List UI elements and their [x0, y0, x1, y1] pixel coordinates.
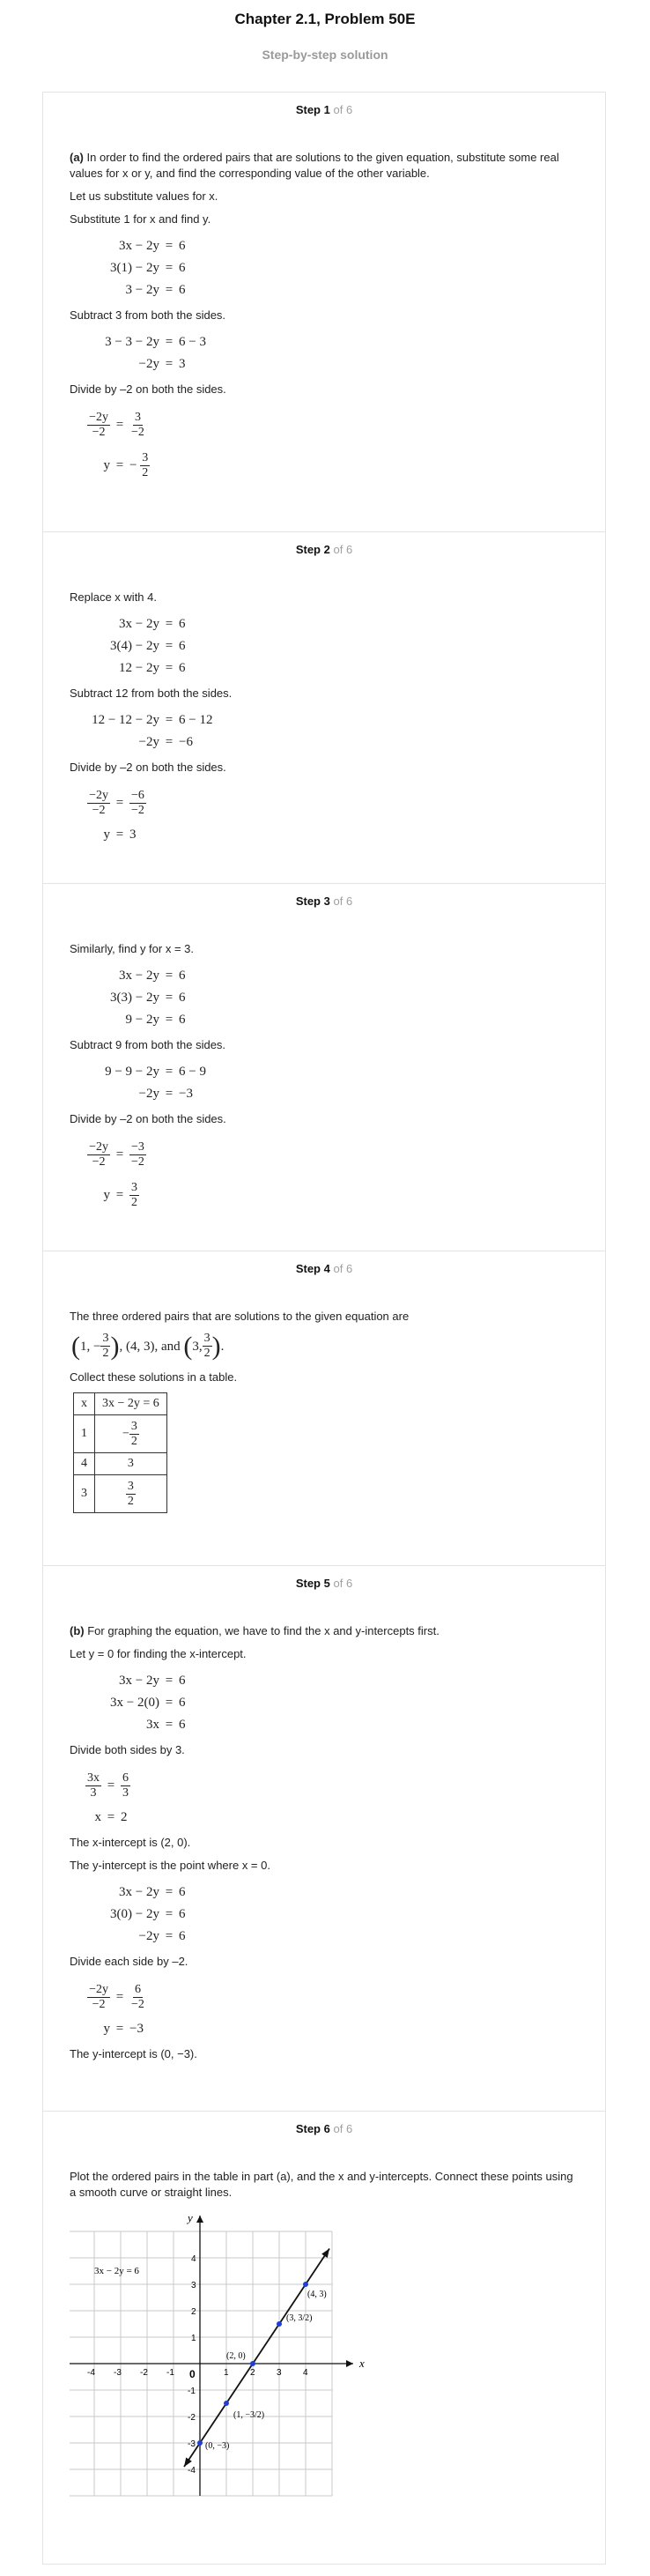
step-5-intro: (b) For graphing the equation, we have to find the x and y-intercepts first. — [70, 1624, 439, 1637]
x-tick-label: 3 — [277, 2368, 282, 2378]
graph-svg — [70, 2209, 387, 2500]
data-point — [224, 2401, 229, 2406]
y-tick-label: -4 — [188, 2466, 196, 2476]
step-5-text: The y-intercept is the point where x = 0. — [70, 1859, 270, 1872]
table-header-row: x 3x − 2y = 6 — [74, 1393, 167, 1415]
page-subtitle: Step-by-step solution — [262, 48, 388, 62]
ordered-pairs: ( 1, − $\frac{3}{2}$ ) , (4, 3) , and ( 3, $\frac{3}{2}$ ) . — [71, 1331, 225, 1361]
data-point — [303, 2282, 308, 2287]
step-3-text: Divide by –2 on both the sides. — [70, 1112, 226, 1125]
x-tick-label: -4 — [87, 2368, 95, 2378]
data-point — [277, 2321, 282, 2327]
solution-line — [184, 2249, 329, 2468]
data-point-label: (1, −3/2) — [233, 2410, 265, 2420]
graph-figure — [70, 2209, 579, 2505]
step-1-heading: Step 1 of 6 — [295, 103, 353, 116]
graph-equation-label: 3x − 2y = 6 — [94, 2266, 139, 2276]
fraction-equation: $\frac{-2y}{-2}$ = $\frac{6}{-2}$ y = −3 — [89, 1982, 144, 2036]
step-2-card — [42, 531, 606, 884]
x-tick-label: 4 — [303, 2368, 308, 2378]
data-point-label: (3, 3/2) — [286, 2313, 313, 2323]
step-3-heading: Step 3 of 6 — [295, 895, 353, 908]
equation-block: 3x − 2y = 6 3(4) − 2y = 6 12 − 2y = 6 — [110, 616, 186, 675]
equation-block: 3x − 2y = 6 3(1) − 2y = 6 3 − 2y = 6 — [110, 238, 186, 297]
x-tick-label: -1 — [166, 2368, 174, 2378]
y-tick-label: 3 — [191, 2281, 196, 2290]
y-axis-arrow — [196, 2216, 203, 2223]
equation-block: 12 − 12 − 2y = 6 − 12 −2y = −6 — [92, 712, 213, 749]
equation-block: 3 − 3 − 2y = 6 − 3 −2y = 3 — [105, 334, 206, 371]
step-1-text: Substitute 1 for x and find y. — [70, 212, 211, 226]
fraction-equation: $\frac{-2y}{-2}$ = $\frac{3}{-2}$ y = − $\frac{3}{2}$ — [89, 410, 149, 479]
x-axis-label: x — [359, 2357, 365, 2370]
y-tick-label: -2 — [188, 2413, 196, 2423]
data-point — [250, 2361, 255, 2366]
step-3-text: Subtract 9 from both the sides. — [70, 1038, 226, 1051]
data-point — [197, 2440, 203, 2446]
step-1-text: Subtract 3 from both the sides. — [70, 308, 226, 322]
data-point-label: (2, 0) — [226, 2351, 246, 2361]
step-5-text: Let y = 0 for finding the x-intercept. — [70, 1647, 247, 1660]
step-6-heading: Step 6 of 6 — [295, 2122, 353, 2135]
y-tick-label: -3 — [188, 2439, 196, 2449]
step-5-heading: Step 5 of 6 — [295, 1577, 353, 1590]
x-tick-label: 2 — [250, 2368, 255, 2378]
solution-table — [73, 1392, 167, 1513]
table-row: 3 $\frac{3}{2}$ — [74, 1475, 167, 1513]
step-2-text: Divide by –2 on both the sides. — [70, 761, 226, 774]
step-4-text: The three ordered pairs that are solutions to the given equation are — [70, 1310, 410, 1323]
step-6-card — [42, 2111, 606, 2565]
step-2-text: Replace x with 4. — [70, 590, 157, 604]
x-tick-label: 1 — [224, 2368, 229, 2378]
equation-block: 3x − 2y = 6 3(0) − 2y = 6 −2y = 6 — [110, 1884, 186, 1943]
fraction-equation: $\frac{-2y}{-2}$ = $\frac{-3}{-2}$ y = $\frac{3}{2}$ — [89, 1140, 144, 1209]
y-axis-label: y — [188, 2211, 193, 2224]
step-1-text: Let us substitute values for x. — [70, 189, 218, 203]
equation-block: 9 − 9 − 2y = 6 − 9 −2y = −3 — [105, 1064, 206, 1101]
step-1-card — [42, 92, 606, 532]
header — [0, 0, 650, 62]
step-3-text: Similarly, find y for x = 3. — [70, 942, 194, 955]
y-tick-label: -1 — [188, 2387, 196, 2396]
table-row: 1 − $\frac{3}{2}$ — [74, 1415, 167, 1453]
x-tick-label: 0 — [189, 2368, 196, 2380]
step-2-heading: Step 2 of 6 — [295, 543, 353, 556]
step-5-text: The y-intercept is (0, −3). — [70, 2047, 197, 2060]
x-tick-label: -3 — [114, 2368, 122, 2378]
step-1-text: Divide by –2 on both the sides. — [70, 382, 226, 396]
line-arrow-end — [321, 2249, 329, 2259]
data-point-label: (0, −3) — [205, 2441, 230, 2451]
y-tick-label: 4 — [191, 2254, 196, 2264]
step-2-text: Subtract 12 from both the sides. — [70, 687, 233, 700]
step-5-text: Divide each side by –2. — [70, 1955, 188, 1968]
step-5-text: The x-intercept is (2, 0). — [70, 1836, 191, 1849]
step-4-card — [42, 1251, 606, 1566]
table-row: 4 3 — [74, 1453, 167, 1475]
step-4-text: Collect these solutions in a table. — [70, 1370, 238, 1384]
page-title: Chapter 2.1, Problem 50E — [234, 11, 416, 27]
equation-block: 3x − 2y = 6 3x − 2(0) = 6 3x = 6 — [110, 1673, 186, 1732]
step-5-card — [42, 1565, 606, 2112]
step-5-text: Divide both sides by 3. — [70, 1743, 185, 1756]
step-4-heading: Step 4 of 6 — [295, 1262, 353, 1275]
fraction-equation: $\frac{3x}{3}$ = $\frac{6}{3}$ x = 2 — [87, 1771, 129, 1824]
x-tick-label: -2 — [140, 2368, 148, 2378]
step-1-intro: (a) In order to find the ordered pairs that are solutions to the given equation, substitute some real values for x or y, and find the corresponding value of the other variable. — [70, 151, 559, 180]
y-tick-label: 2 — [191, 2307, 196, 2317]
step-6-text: Plot the ordered pairs in the table in part (a), and the x and y-intercepts. Connect these points using a smooth curve or straight lines. — [70, 2170, 573, 2199]
equation-block: 3x − 2y = 6 3(3) − 2y = 6 9 − 2y = 6 — [110, 968, 186, 1027]
x-axis-arrow — [346, 2360, 353, 2367]
step-3-card — [42, 883, 606, 1251]
data-point-label: (4, 3) — [307, 2290, 327, 2299]
fraction-equation: $\frac{-2y}{-2}$ = $\frac{-6}{-2}$ y = 3 — [89, 788, 144, 842]
y-tick-label: 1 — [191, 2334, 196, 2343]
